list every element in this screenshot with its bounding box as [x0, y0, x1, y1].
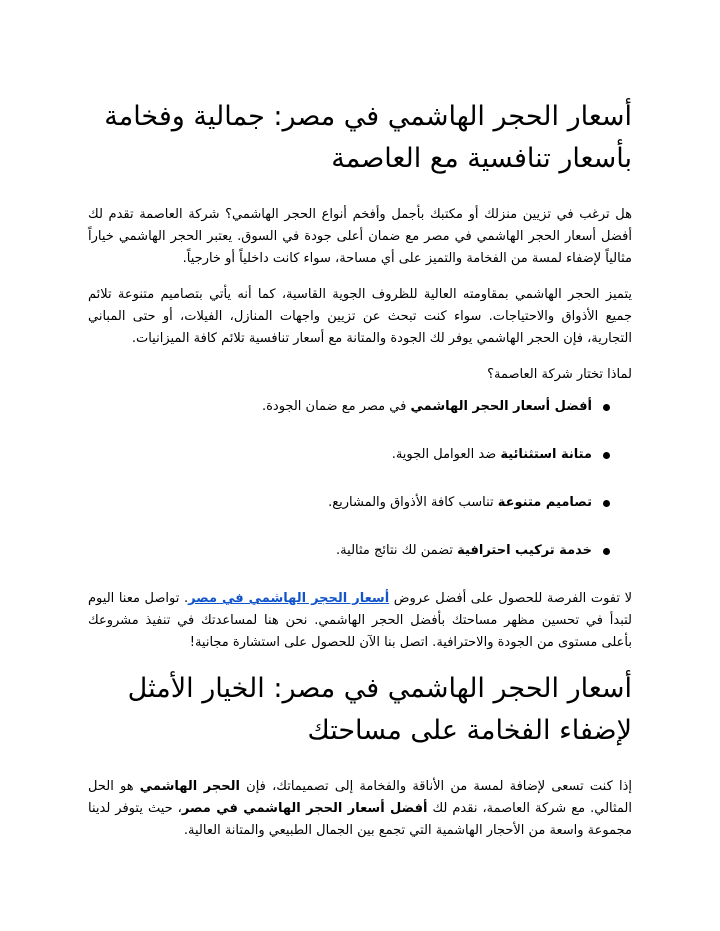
heading-secondary: أسعار الحجر الهاشمي في مصر: الخيار الأمثل لإضفاء الفخامة على مساحتك	[127, 673, 632, 746]
closing-text-1: إذا كنت تسعى لإضافة لمسة من الأناقة والفخامة إلى تصميماتك، فإن	[239, 779, 632, 794]
list-item	[88, 492, 592, 514]
list-item	[88, 444, 592, 466]
feature-text: في مصر مع ضمان الجودة.	[261, 399, 411, 414]
list-item	[88, 396, 592, 418]
intro-paragraph: هل ترغب في تزيين منزلك أو مكتبك بأجمل وأفخم أنواع الحجر الهاشمي؟ شركة العاصمة تقدم لك أفضل أسعار الحجر الهاشمي في مصر مع ضمان أعلى جودة في السوق. يعتبر الحجر الهاشمي خياراً مثالياً لإضفاء لمسة من الفخامة والتميز على أي مساحة، سواء كانت داخلياً أو خارجياً.	[88, 207, 632, 266]
heading-main: أسعار الحجر الهاشمي في مصر: جمالية وفخامة بأسعار تنافسية مع العاصمة	[104, 101, 632, 174]
closing-text-2: هو الحل المثالي. مع شركة العاصمة، نقدم لك	[88, 779, 632, 816]
cta-text-start: لا تفوت الفرصة للحصول على أفضل عروض	[389, 591, 632, 606]
bullet-icon	[603, 452, 610, 459]
feature-bold: خدمة تركيب احترافية	[457, 543, 592, 558]
closing-paragraph	[88, 776, 632, 842]
feature-text: ضد العوامل الجوية.	[391, 447, 501, 462]
feature-bold: تصاميم متنوعة	[497, 495, 592, 510]
feature-bold: أفضل أسعار الحجر الهاشمي	[410, 399, 592, 414]
feature-text: تضمن لك نتائج مثالية.	[336, 543, 458, 558]
cta-text-end: . تواصل معنا اليوم لتبدأ في تحسين مظهر مساحتك بأفضل الحجر الهاشمي. نحن هنا لمساعدتك في تنفيذ مشروعك بأعلى مستوى من الجودة والاحترافية. اتصل بنا الآن للحصول على استشارة مجانية!	[88, 591, 632, 650]
bullet-icon	[603, 548, 610, 555]
features-paragraph: يتميز الحجر الهاشمي بمقاومته العالية للظروف الجوية القاسية، كما أنه يأتي بتصاميم متنوعة تلائم جميع الأذواق والاحتياجات. سواء كنت تبحث عن تزيين واجهات المنازل، الفيلات، أو حتى المباني التجارية، فإن الحجر الهاشمي يوفر لك الجودة والمتانة مع أسعار تنافسية تلائم كافة الميزانيات.	[88, 287, 632, 346]
closing-text-3: ، حيث يتوفر لدينا مجموعة واسعة من الأحجار الهاشمية التي تجمع بين الجمال الطبيعي والمتانة العالية.	[88, 801, 632, 838]
features-list	[88, 396, 632, 562]
feature-bold: متانة استثنائية	[500, 447, 592, 462]
feature-text: تناسب كافة الأذواق والمشاريع.	[328, 495, 498, 510]
bullet-icon	[603, 404, 610, 411]
closing-bold-2: أفضل أسعار الحجر الهاشمي في مصر	[181, 801, 428, 816]
closing-bold-1: الحجر الهاشمي	[139, 779, 240, 794]
why-choose-text: لماذا تختار شركة العاصمة؟	[487, 367, 632, 382]
bullet-icon	[603, 500, 610, 507]
prices-link[interactable]: أسعار الحجر الهاشمي في مصر	[188, 591, 390, 606]
cta-paragraph	[88, 588, 632, 654]
list-item	[88, 540, 592, 562]
